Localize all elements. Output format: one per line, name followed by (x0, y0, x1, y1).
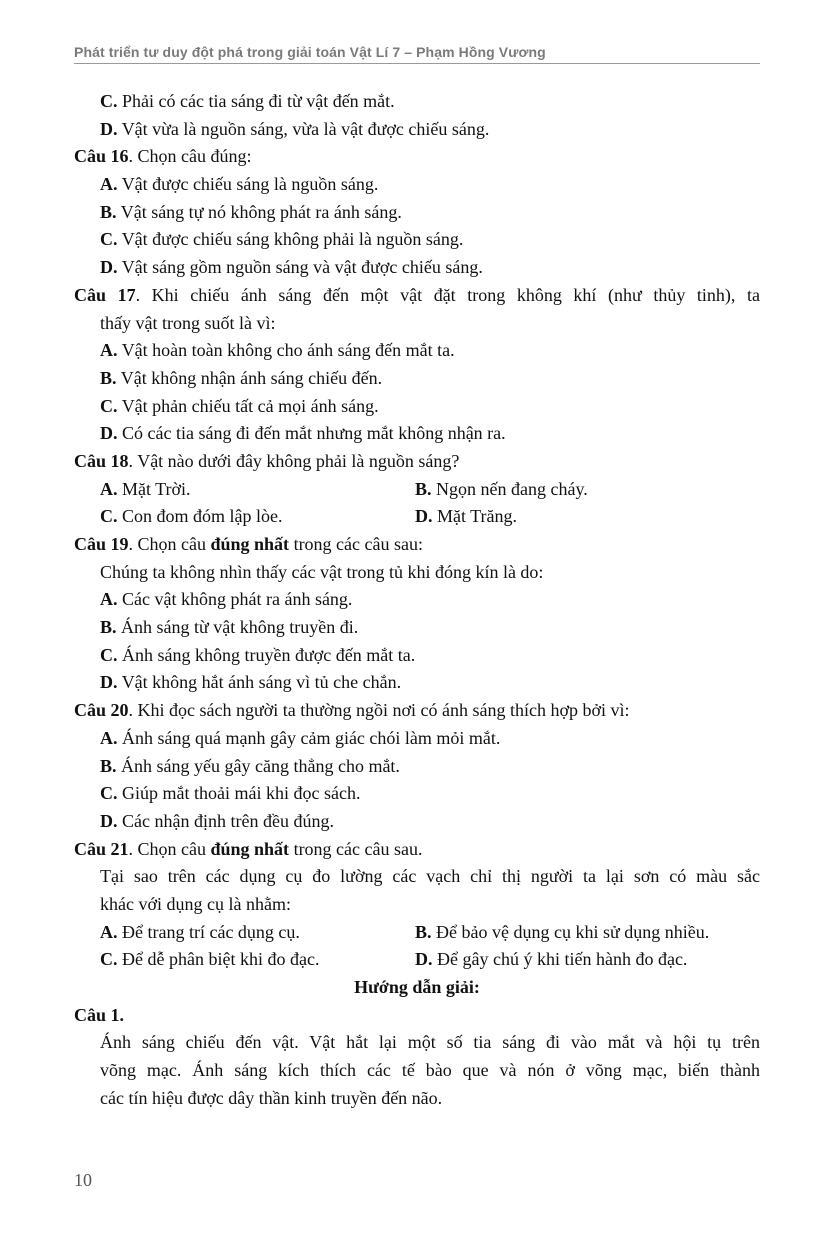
solution-q1-label: Câu 1. (74, 1004, 125, 1025)
option-c: C. Vật phản chiếu tất cả mọi ánh sáng. (100, 395, 379, 416)
option-a: A. Để trang trí các dụng cụ. (100, 921, 300, 942)
option-c: C. Con đom đóm lập lòe. (100, 506, 283, 527)
question-16-stem: Câu 16. Chọn câu đúng: (74, 146, 252, 167)
option-c: C. Phải có các tia sáng đi từ vật đến mắt. (100, 91, 395, 111)
option-c: C. Giúp mắt thoải mái khi đọc sách. (100, 783, 361, 804)
options-row (74, 503, 760, 531)
option-c: C. Ánh sáng không truyền được đến mắt ta. (100, 644, 416, 665)
question-20-stem: Câu 20. Khi đọc sách người ta thường ngồi nơi có ánh sáng thích hợp bởi vì: (74, 700, 630, 721)
option-d: D. Vật sáng gồm nguồn sáng và vật được chiếu sáng. (100, 257, 483, 278)
solution-q1-text: võng mạc. Ánh sáng kích thích các tế bào que và nón ở võng mạc, biến thành (100, 1060, 760, 1081)
option-b: B. Để bảo vệ dụng cụ khi sử dụng nhiều. (415, 921, 710, 942)
option-b: B. Ánh sáng yếu gây căng thẳng cho mắt. (100, 755, 400, 776)
option-a: A. Ánh sáng quá mạnh gây cảm giác chói làm mỏi mắt. (100, 727, 501, 748)
question-21-sub: Tại sao trên các dụng cụ đo lường các vạch chỉ thị người ta lại sơn có màu sắc (100, 866, 760, 887)
options-row (74, 476, 760, 504)
options-row (74, 946, 760, 974)
question-17-stem-cont: thấy vật trong suốt là vì: (100, 312, 276, 333)
option-a: A. Các vật không phát ra ánh sáng. (100, 589, 353, 610)
option-c: C. Để dễ phân biệt khi đo đạc. (100, 949, 320, 970)
option-b: B. Ánh sáng từ vật không truyền đi. (100, 617, 359, 638)
option-d: D. Mặt Trăng. (415, 506, 518, 527)
question-19-sub: Chúng ta không nhìn thấy các vật trong tủ khi đóng kín là do: (100, 561, 544, 582)
running-header: Phát triển tư duy đột phá trong giải toán Vật Lí 7 – Phạm Hồng Vương (74, 44, 760, 64)
option-a: A. Mặt Trời. (100, 478, 191, 499)
option-d: D. Để gây chú ý khi tiến hành đo đạc. (415, 949, 688, 970)
option-c: C. Vật được chiếu sáng không phải là nguồn sáng. (100, 229, 464, 250)
option-d: D. Các nhận định trên đều đúng. (100, 810, 334, 831)
options-row (74, 919, 760, 947)
option-a: A. Vật được chiếu sáng là nguồn sáng. (100, 174, 379, 195)
question-17-stem: Câu 17. Khi chiếu ánh sáng đến một vật đặt trong không khí (như thủy tinh), ta (74, 284, 760, 305)
solution-heading: Hướng dẫn giải: (354, 977, 480, 997)
question-21-sub-cont: khác với dụng cụ là nhằm: (100, 893, 291, 914)
solution-q1-text: Ánh sáng chiếu đến vật. Vật hắt lại một số tia sáng đi vào mắt và hội tụ trên (100, 1032, 760, 1053)
option-b: B. Ngọn nến đang cháy. (415, 478, 588, 499)
question-19-stem: Câu 19. Chọn câu đúng nhất trong các câu sau: (74, 534, 423, 554)
question-21-stem: Câu 21. Chọn câu đúng nhất trong các câu sau. (74, 838, 423, 859)
solution-q1-text: các tín hiệu được dây thần kinh truyền đến não. (100, 1087, 443, 1108)
option-d: D. Vật vừa là nguồn sáng, vừa là vật được chiếu sáng. (100, 118, 490, 139)
page-number: 10 (74, 1170, 92, 1190)
option-d: D. Có các tia sáng đi đến mắt nhưng mắt không nhận ra. (100, 423, 506, 444)
option-b: B. Vật không nhận ánh sáng chiếu đến. (100, 367, 383, 388)
option-d: D. Vật không hắt ánh sáng vì tủ che chắn. (100, 672, 402, 693)
question-18-stem: Câu 18. Vật nào dưới đây không phải là nguồn sáng? (74, 450, 460, 471)
page-content (74, 88, 760, 1112)
option-b: B. Vật sáng tự nó không phát ra ánh sáng. (100, 201, 402, 222)
option-a: A. Vật hoàn toàn không cho ánh sáng đến mắt ta. (100, 340, 455, 361)
